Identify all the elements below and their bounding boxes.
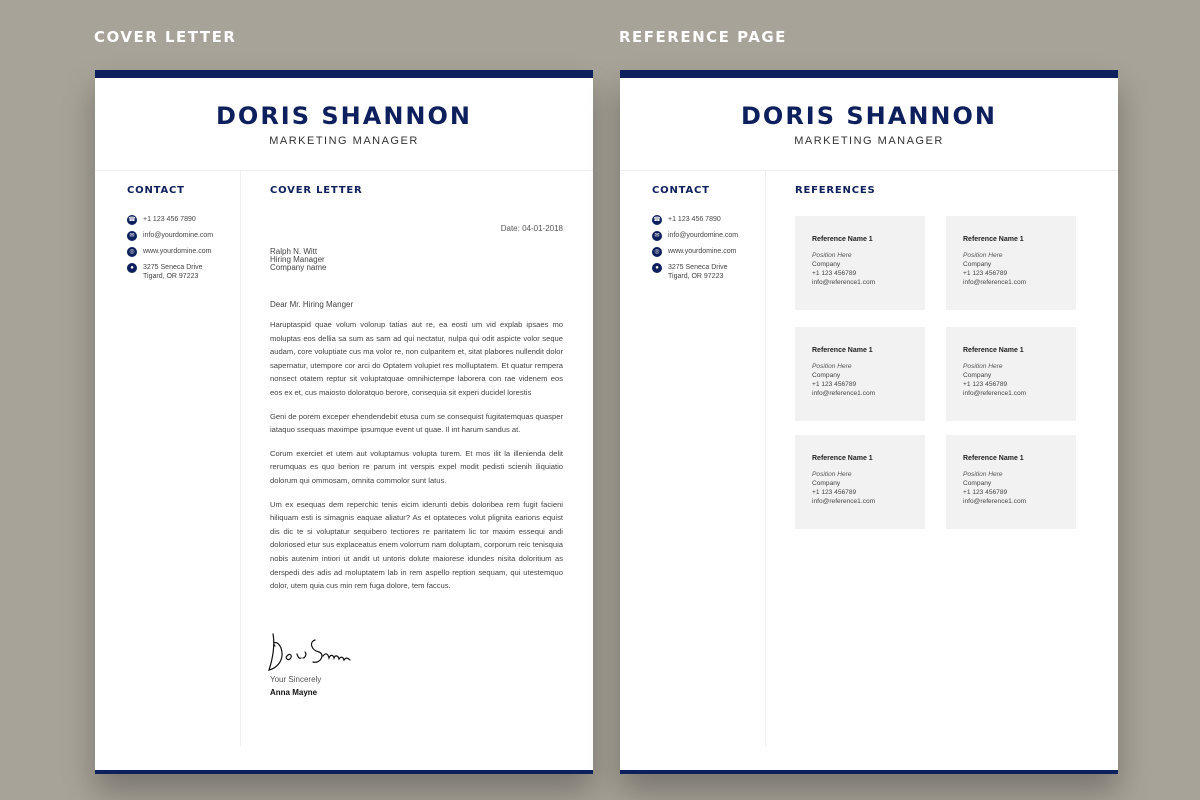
reference-phone: +1 123 456789 (963, 489, 1008, 496)
references-heading: REFERENCES (795, 185, 876, 196)
person-name: DORIS SHANNON (741, 102, 997, 130)
bottom-accent-bar (95, 770, 593, 774)
email-icon: ✉ (127, 231, 137, 241)
reference-position: Position Here (812, 252, 852, 259)
reference-position: Position Here (963, 252, 1003, 259)
address-line-1: 3275 Seneca Drive (143, 264, 203, 271)
reference-card (946, 216, 1076, 310)
top-accent-bar (95, 70, 593, 78)
recipient-name: Ralph N. Witt (270, 247, 318, 256)
signature-image (265, 630, 355, 676)
reference-company: Company (963, 261, 992, 268)
reference-page-caption: REFERENCE PAGE (619, 28, 787, 46)
reference-page (620, 70, 1118, 774)
header-divider (95, 170, 593, 171)
contact-email (652, 231, 762, 241)
email-text: info@yourdomine.com (668, 232, 739, 239)
reference-company: Company (812, 480, 841, 487)
reference-name: Reference Name 1 (963, 236, 1024, 243)
person-title: MARKETING MANAGER (794, 135, 944, 147)
contact-list (127, 215, 237, 287)
reference-position: Position Here (963, 471, 1003, 478)
reference-card (795, 216, 925, 310)
reference-email: info@reference1.com (963, 498, 1027, 505)
column-divider (240, 171, 241, 746)
globe-icon: ◎ (652, 247, 662, 257)
address-text (668, 263, 728, 281)
column-divider (765, 171, 766, 746)
reference-position: Position Here (812, 363, 852, 370)
reference-name: Reference Name 1 (812, 236, 873, 243)
paragraph: Corum exerciet et utem aut voluptamus volupta turem. Et mos ilit la illenienda delit rerumquas es quo berion re parum int verspis expel modit pedisti scienih iliquiatio dolorum qui ommosam, omnita commolor sunt latus. (270, 448, 563, 485)
reference-email: info@reference1.com (812, 390, 876, 397)
bottom-accent-bar (620, 770, 1118, 774)
reference-company: Company (812, 372, 841, 379)
address-line-2: Tigard, OR 97223 (143, 273, 199, 280)
person-name: DORIS SHANNON (216, 102, 472, 130)
reference-phone: +1 123 456789 (812, 381, 857, 388)
reference-company: Company (812, 261, 841, 268)
reference-email: info@reference1.com (812, 498, 876, 505)
reference-name: Reference Name 1 (812, 455, 873, 462)
location-pin-icon: ● (127, 263, 137, 273)
location-pin-icon: ● (652, 263, 662, 273)
contact-phone (127, 215, 237, 225)
globe-icon: ◎ (127, 247, 137, 257)
address-line-1: 3275 Seneca Drive (668, 264, 728, 271)
reference-name: Reference Name 1 (812, 347, 873, 354)
reference-email: info@reference1.com (963, 390, 1027, 397)
reference-card (946, 435, 1076, 529)
cover-letter-heading: COVER LETTER (270, 185, 363, 196)
top-accent-bar (620, 70, 1118, 78)
recipient-block (270, 248, 326, 272)
cover-letter-page (95, 70, 593, 774)
paragraph: Haruptaspid quae volum volorup tatias aut re, ea eosti um vid explab ipsaes mo moluptas eos dellia sa sum as sam ad qui nectatur, nulpa qui odit aspicte volor seque audam, core voluptiate cus ma volor re, non culparitem et, sitat plabores nullendit dolor sapernatur, utempore cor arci do Optatem volupiet res molluptatem. Et quatur rempera nonsect otatem reptur sit voluptatquae omnihictempe laborera con rae videnem eos eos ex et, cus maiosto doloratquo berore, consequia sit experi ducidel lorestis (270, 320, 563, 397)
reference-email: info@reference1.com (963, 279, 1027, 286)
contact-address (652, 263, 762, 281)
contact-heading: CONTACT (652, 185, 710, 196)
reference-name: Reference Name 1 (963, 347, 1024, 354)
reference-position: Position Here (963, 363, 1003, 370)
paragraph: Geni de porem exceper ehendendebit etusa cum se consequist fugitatemquas quasper iataquo ssequas maximpe ipsumque event ut quae. Il int harum sandus at. (270, 411, 563, 435)
contact-website (127, 247, 237, 257)
contact-list (652, 215, 762, 287)
recipient-company: Company name (270, 263, 327, 272)
letter-body (270, 318, 563, 603)
reference-card (795, 435, 925, 529)
website-text: www.yourdomine.com (668, 248, 737, 255)
reference-company: Company (963, 480, 992, 487)
contact-heading: CONTACT (127, 185, 185, 196)
reference-position: Position Here (812, 471, 852, 478)
salutation: Dear Mr. Hiring Manger (270, 300, 354, 309)
reference-phone: +1 123 456789 (963, 381, 1008, 388)
email-text: info@yourdomine.com (143, 232, 214, 239)
reference-name: Reference Name 1 (963, 455, 1024, 462)
paragraph: Um ex esequas dem reperchic tenis eicim iderunti debis doloribea rem fugit facieni hiliquam esti is simagnis eaquae aliatur? As et optateces volut plignita earions equist dis dic te si voluptatur sequibero tectiores re paritatem lic tor maxim essequi andi doloriosed etur sus explaceatus enem volorrum nam doluptam, corporum reic tenisquia nobis autenim intiori ut andit ut untoris dolute maiorese idundes nisita doloritium as derspedi des adis ad moluptatem lab in rem aspello reption sequam, qui utestemquo dolor, utem quia cus min rem fuga dolore, tem faccus. (270, 499, 563, 591)
cover-letter-caption: COVER LETTER (94, 28, 237, 46)
contact-website (652, 247, 762, 257)
reference-phone: +1 123 456789 (812, 489, 857, 496)
reference-company: Company (963, 372, 992, 379)
letter-date: Date: 04-01-2018 (500, 224, 563, 233)
signer-name: Anna Mayne (270, 688, 318, 697)
contact-email (127, 231, 237, 241)
contact-phone (652, 215, 762, 225)
address-line-2: Tigard, OR 97223 (668, 273, 724, 280)
phone-icon: ☎ (653, 217, 661, 223)
address-text (143, 263, 203, 281)
reference-email: info@reference1.com (812, 279, 876, 286)
email-icon: ✉ (652, 231, 662, 241)
header-divider (620, 170, 1118, 171)
reference-phone: +1 123 456789 (963, 270, 1008, 277)
reference-card (946, 327, 1076, 421)
reference-card (795, 327, 925, 421)
phone-icon: ☎ (128, 217, 136, 223)
contact-address (127, 263, 237, 281)
website-text: www.yourdomine.com (143, 248, 212, 255)
reference-phone: +1 123 456789 (812, 270, 857, 277)
phone-text: +1 123 456 7890 (143, 216, 196, 223)
phone-text: +1 123 456 7890 (668, 216, 721, 223)
recipient-title: Hiring Manager (270, 255, 325, 264)
person-title: MARKETING MANAGER (269, 135, 419, 147)
closing-text: Your Sincerely (270, 675, 322, 684)
